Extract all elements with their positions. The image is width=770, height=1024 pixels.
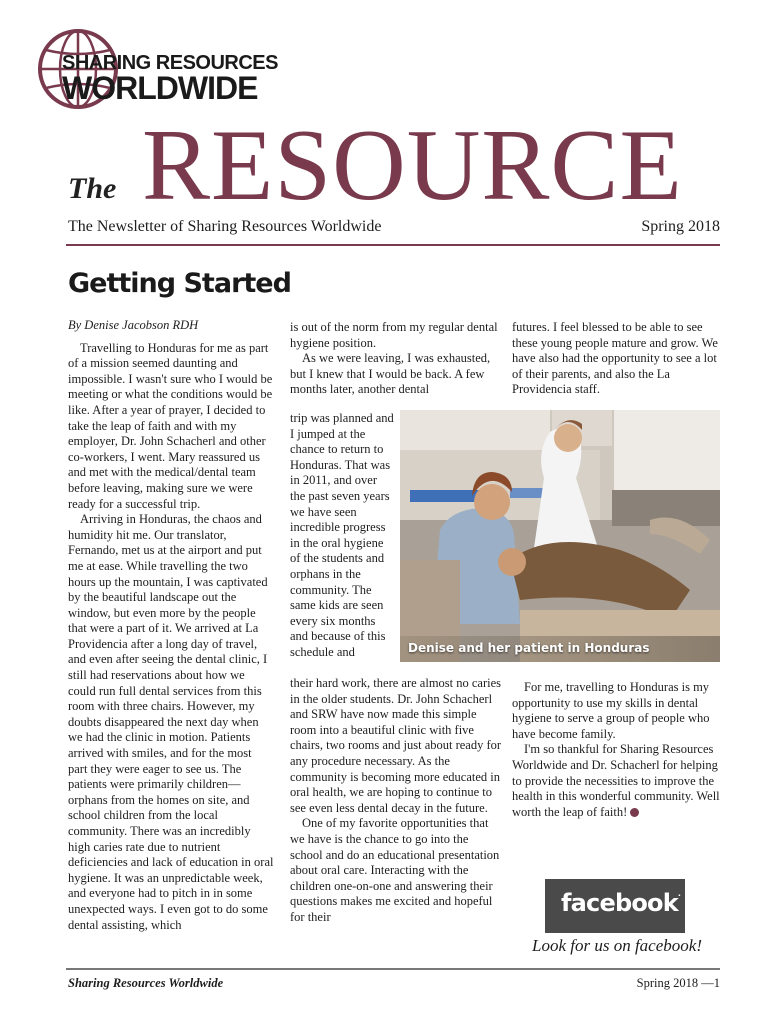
newsletter-subtitle: The Newsletter of Sharing Resources Worldwide [68, 218, 382, 235]
facebook-logo-text: facebook [561, 889, 678, 917]
article-column-3-top [512, 320, 722, 398]
end-mark-icon [630, 808, 639, 817]
article-column-3-bottom [512, 680, 722, 820]
paragraph: is out of the norm from my regular dental hygiene position. [290, 320, 498, 350]
paragraph: Travelling to Honduras for me as part of a mission seemed daunting and impossible. I wasn't sure who I would be meeting or what the conditions would be like. After a year of prayer, I decided to take the leap of faith and with my employer, Dr. John Schacherl and other co-workers, I went. Mary reassured us and met with the medical/dental team before leaving, making sure we were ready for a successful trip. [68, 340, 273, 511]
paragraph: trip was planned and I jumped at the chance to return to Honduras. That was in 2011, and over the past seven years we have seen incredible progress in the oral hygiene of the students and orphans in the community. The same kids are seen every six months and because of this schedule and [290, 411, 394, 659]
footer-org-name: Sharing Resources Worldwide [68, 976, 224, 990]
footer-page-number: Spring 2018 —1 [636, 976, 720, 990]
paragraph: For me, travelling to Honduras is my opportunity to use my skills in dental hygiene to serve a group of people who have become family. [512, 680, 710, 741]
photo-caption: Denise and her patient in Honduras [400, 636, 720, 662]
facebook-wordmark [561, 889, 680, 917]
paragraph: their hard work, there are almost no caries in the older students. Dr. John Schacherl and SRW have now made this simple room into a beautiful clinic with five chairs, two rooms and just about ready for any procedure necessary. As the community is becoming more educated in oral health, we are hoping to continue to see even less dental decay in the future. [290, 676, 502, 815]
dental-clinic-photo [400, 410, 720, 662]
paragraph-text: I'm so thankful for Sharing Resources Worldwide and Dr. Schacherl for helping to provide the necessities to improve the health in this wonderful community. Well worth the leap of faith! [512, 742, 720, 819]
footer-divider [66, 968, 720, 970]
article-photo [400, 410, 720, 662]
article-headline: Getting Started [68, 268, 291, 299]
issue-date: Spring 2018 [641, 218, 720, 235]
byline: By Denise Jacobson RDH [68, 318, 199, 332]
facebook-logo[interactable] [545, 879, 685, 933]
article-column-2-bottom [290, 676, 502, 926]
masthead-divider [66, 244, 720, 246]
article-column-2-top [290, 320, 500, 398]
article-column-1 [68, 318, 274, 933]
masthead-title: RESOURCE [142, 109, 683, 222]
paragraph: As we were leaving, I was exhausted, but I knew that I would be back. A few months later, another dental [290, 351, 491, 397]
logo-text-line2: WORLDWIDE [62, 70, 258, 106]
facebook-tagline: Look for us on facebook! [532, 936, 702, 955]
logo-text-line1: SHARING RESOURCES [62, 52, 278, 74]
article-column-2-wrap [290, 411, 394, 661]
paragraph: futures. I feel blessed to be able to see these young people mature and grow. We have also had the opportunity to see a lot of their parents, and also the La Providencia staff. [512, 320, 718, 397]
srw-logo [34, 22, 278, 112]
paragraph: One of my favorite opportunities that we have is the chance to go into the school and do an educational presentation about oral care. Interacting with the children one-on-one and answering their questions makes me excited and hopeful for their [290, 816, 500, 924]
masthead-the: The [68, 172, 117, 205]
paragraph [512, 742, 722, 820]
paragraph: Arriving in Honduras, the chaos and humidity hit me. Our translator, Fernando, met us at the airport and put me at ease. While travelling the two hours up the mountain, I was captivated by the beautiful landscape out the window, but even more by the people that were a part of it. We arrived at La Providencia after a long day of travel, and even after seeing the dental clinic, I still had reservations about how we could run full dental services from this room with three chairs. However, my doubts disappeared the next day when we had the clinic in motion. Patients arrived with smiles, and for the most part they were eager to see us. The patients were primarily children—orphans from the homes on site, and school children from the local community. There was an incredibly high caries rate due to nutrient deficiencies and lack of education in oral hygiene. It was an unpredictable week, and everyone had to pitch in in some unexpected ways. I even got to do some dental assisting, which [68, 512, 274, 932]
facebook-reg-mark: . [677, 889, 681, 898]
